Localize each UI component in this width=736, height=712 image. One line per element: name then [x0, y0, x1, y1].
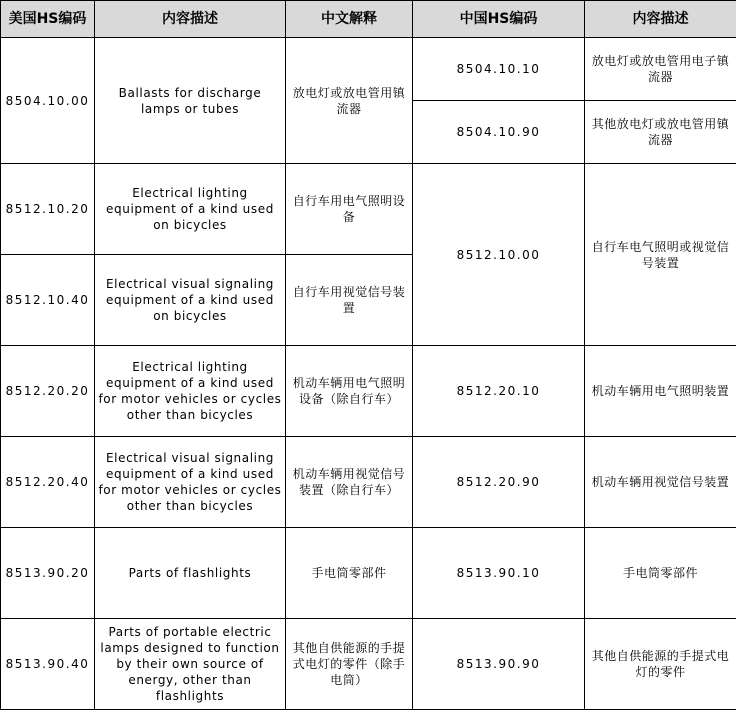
table-header-row — [1, 1, 736, 38]
table-row — [1, 38, 736, 101]
us-hs-code: 8512.20.20 — [1, 346, 95, 437]
us-hs-code: 8513.90.40 — [1, 619, 95, 710]
english-description: Electrical lighting equipment of a kind used on bicycles — [95, 164, 286, 255]
china-description: 机动车辆用视觉信号装置 — [585, 437, 736, 528]
china-description: 其他放电灯或放电管用镇流器 — [585, 101, 736, 164]
header-china-hs-code: 中国HS编码 — [413, 1, 585, 38]
us-hs-code: 8512.10.20 — [1, 164, 95, 255]
english-description: Ballasts for discharge lamps or tubes — [95, 38, 286, 164]
chinese-explanation: 手电筒零部件 — [286, 528, 413, 619]
china-description: 手电筒零部件 — [585, 528, 736, 619]
table-row — [1, 164, 736, 255]
chinese-explanation: 自行车用电气照明设备 — [286, 164, 413, 255]
china-hs-code: 8504.10.10 — [413, 38, 585, 101]
chinese-explanation: 其他自供能源的手提式电灯的零件（除手电筒） — [286, 619, 413, 710]
china-hs-code: 8512.20.10 — [413, 346, 585, 437]
us-hs-code: 8513.90.20 — [1, 528, 95, 619]
header-chinese-explanation: 中文解释 — [286, 1, 413, 38]
china-hs-code: 8512.20.90 — [413, 437, 585, 528]
header-content-description-cn: 内容描述 — [585, 1, 736, 38]
china-description: 其他自供能源的手提式电灯的零件 — [585, 619, 736, 710]
china-description-merged: 自行车电气照明或视觉信号装置 — [585, 164, 736, 346]
chinese-explanation: 放电灯或放电管用镇流器 — [286, 38, 413, 164]
table-row — [1, 528, 736, 619]
chinese-explanation: 机动车辆用电气照明设备（除自行车） — [286, 346, 413, 437]
china-description: 机动车辆用电气照明装置 — [585, 346, 736, 437]
table-row — [1, 437, 736, 528]
table-row — [1, 346, 736, 437]
english-description: Parts of flashlights — [95, 528, 286, 619]
english-description: Electrical visual signaling equipment of a kind used for motor vehicles or cycles other than bicycles — [95, 437, 286, 528]
english-description: Electrical lighting equipment of a kind used for motor vehicles or cycles other than bicycles — [95, 346, 286, 437]
us-hs-code: 8504.10.00 — [1, 38, 95, 164]
china-description: 放电灯或放电管用电子镇流器 — [585, 38, 736, 101]
us-hs-code: 8512.10.40 — [1, 255, 95, 346]
china-hs-code-merged: 8512.10.00 — [413, 164, 585, 346]
chinese-explanation: 自行车用视觉信号装置 — [286, 255, 413, 346]
header-us-hs-code: 美国HS编码 — [1, 1, 95, 38]
english-description: Parts of portable electric lamps designed to function by their own source of energy, other than flashlights — [95, 619, 286, 710]
china-hs-code: 8513.90.90 — [413, 619, 585, 710]
chinese-explanation: 机动车辆用视觉信号装置（除自行车） — [286, 437, 413, 528]
us-hs-code: 8512.20.40 — [1, 437, 95, 528]
china-hs-code: 8513.90.10 — [413, 528, 585, 619]
header-content-description: 内容描述 — [95, 1, 286, 38]
china-hs-code: 8504.10.90 — [413, 101, 585, 164]
table-row — [1, 619, 736, 710]
english-description: Electrical visual signaling equipment of a kind used on bicycles — [95, 255, 286, 346]
